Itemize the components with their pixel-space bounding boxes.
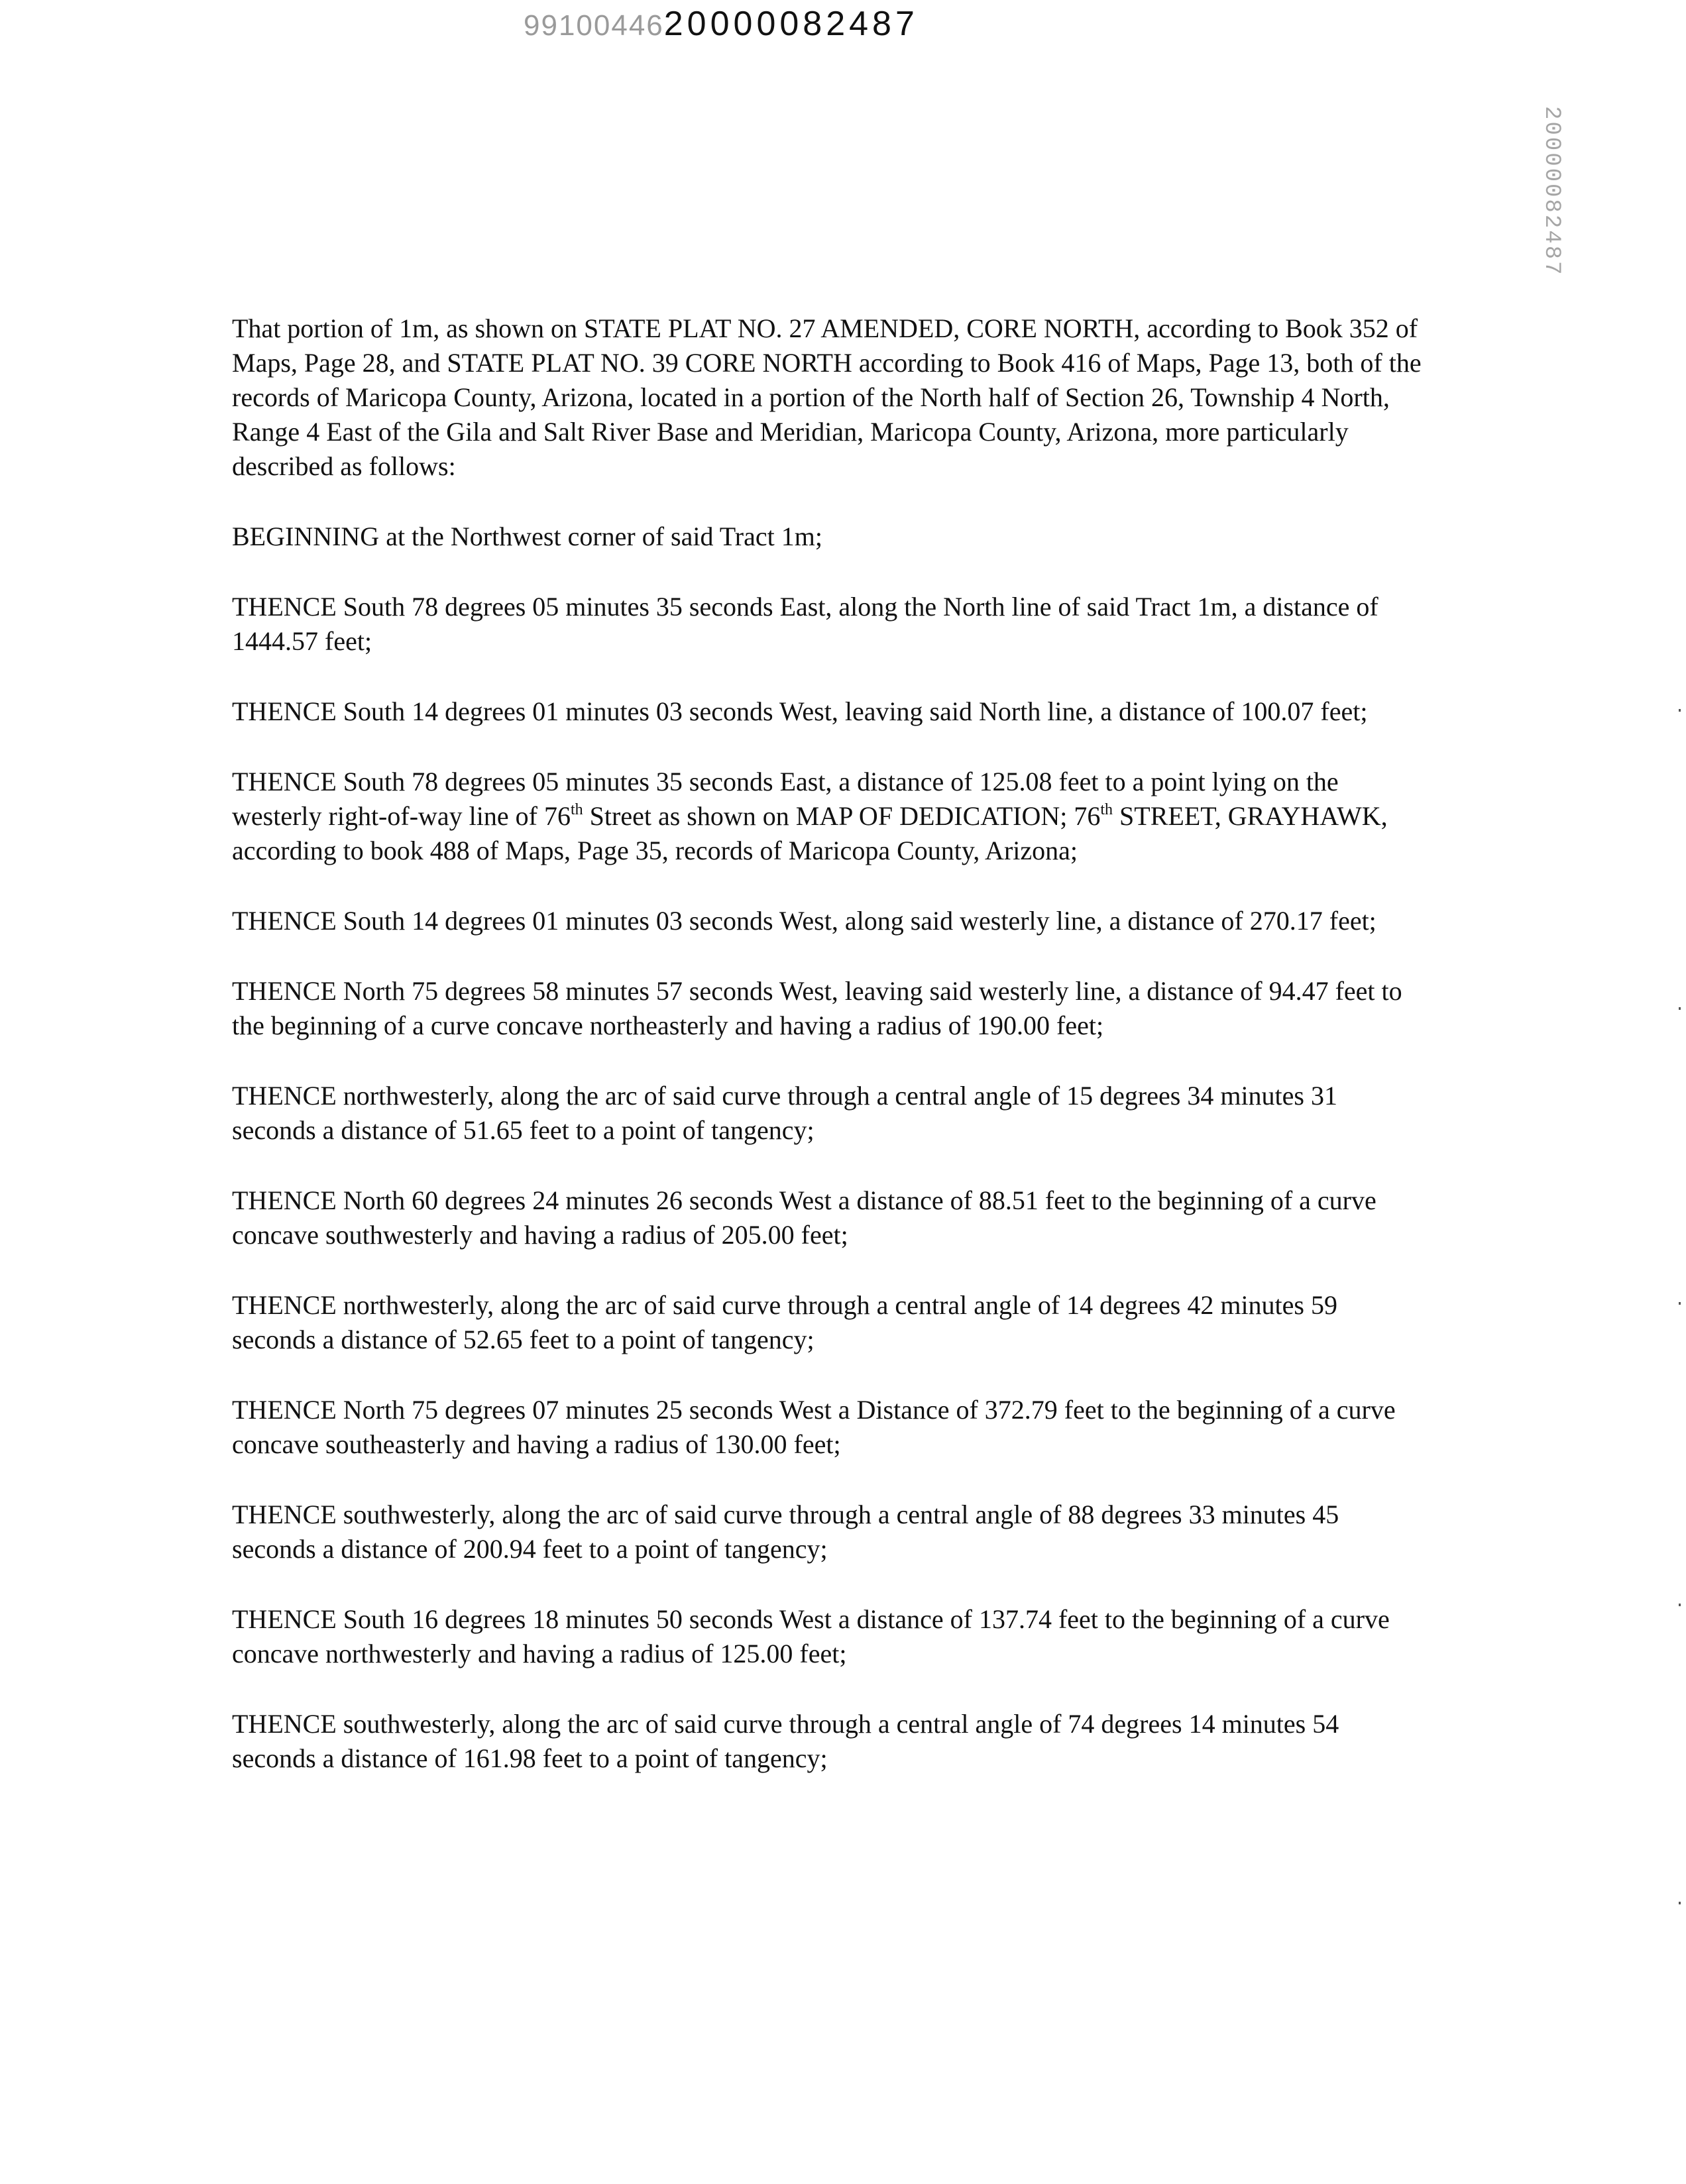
ordinal-suffix: th: [1100, 801, 1113, 818]
course-paragraph: THENCE South 16 degrees 18 minutes 50 seconds West a distance of 137.74 feet to the beginning of a curve concave northwesterly and having a radius of 125.00 feet;: [232, 1604, 1390, 1668]
course-paragraph: THENCE North 75 degrees 07 minutes 25 seconds West a Distance of 372.79 feet to the beginning of a curve concave southeasterly and having a radius of 130.00 feet;: [232, 1395, 1396, 1459]
course-paragraph: THENCE southwesterly, along the arc of said curve through a central angle of 74 degrees 14 minutes 54 seconds a distance of 161.98 feet to a point of tangency;: [232, 1709, 1339, 1773]
ordinal-suffix: th: [570, 801, 583, 818]
scan-edge-mark: [1679, 1902, 1681, 1904]
course-paragraph: THENCE southwesterly, along the arc of said curve through a central angle of 88 degrees 33 minutes 45 seconds a distance of 200.94 feet to a point of tangency;: [232, 1500, 1339, 1564]
legal-description: [232, 311, 1425, 1812]
intro-paragraph: That portion of 1m, as shown on STATE PLAT NO. 27 AMENDED, CORE NORTH, according to Book 352 of Maps, Page 28, and STATE PLAT NO. 39 CORE NORTH according to Book 416 of Maps, Page 13, both of the records of Maricopa County, Arizona, located in a portion of the North half of Section 26, Township 4 North, Range 4 East of the Gila and Salt River Base and Meridian, Maricopa County, Arizona, more particularly described as follows:: [232, 313, 1422, 481]
course-text: THENCE South 78 degrees 05 minutes 35 seconds East, a distance of 125.08 feet to a point lying on the westerly right-of-way line of 76: [232, 767, 1339, 831]
recording-number: [524, 0, 919, 50]
stamp-prefix: 99100446: [524, 9, 664, 42]
course-text: STREET, GRAYHAWK, according to book 488 of Maps, Page 35, records of Maricopa County, Arizona;: [232, 801, 1388, 865]
course-text: Street as shown on MAP OF DEDICATION; 76: [583, 801, 1101, 831]
course-paragraph: [232, 765, 1425, 868]
course-paragraph: THENCE South 78 degrees 05 minutes 35 seconds East, along the North line of said Tract 1m, a distance of 1444.57 feet;: [232, 592, 1378, 656]
course-paragraph: THENCE South 14 degrees 01 minutes 03 seconds West, leaving said North line, a distance of 100.07 feet;: [232, 696, 1368, 726]
scan-edge-mark: [1679, 1604, 1681, 1606]
document-number: 20000082487: [663, 5, 919, 43]
course-paragraph: THENCE South 14 degrees 01 minutes 03 seconds West, along said westerly line, a distance of 270.17 feet;: [232, 906, 1377, 936]
course-paragraph: THENCE northwesterly, along the arc of said curve through a central angle of 14 degrees 42 minutes 59 seconds a distance of 52.65 feet to a point of tangency;: [232, 1290, 1337, 1354]
side-stamp-text: 20000082487: [1539, 106, 1564, 277]
course-paragraph: THENCE North 75 degrees 58 minutes 57 seconds West, leaving said westerly line, a distance of 94.47 feet to the beginning of a curve concave northeasterly and having a radius of 190.00 feet;: [232, 976, 1402, 1040]
beginning-paragraph: BEGINNING at the Northwest corner of said Tract 1m;: [232, 521, 822, 551]
scan-edge-mark: [1679, 1302, 1681, 1305]
course-paragraph: THENCE northwesterly, along the arc of said curve through a central angle of 15 degrees 34 minutes 31 seconds a distance of 51.65 feet to a point of tangency;: [232, 1081, 1337, 1145]
scan-edge-mark: [1679, 1007, 1681, 1010]
scan-edge-mark: [1679, 709, 1681, 712]
course-paragraph: THENCE North 60 degrees 24 minutes 26 seconds West a distance of 88.51 feet to the beginning of a curve concave southwesterly and having a radius of 205.00 feet;: [232, 1185, 1377, 1250]
side-recording-stamp: [1532, 106, 1579, 318]
